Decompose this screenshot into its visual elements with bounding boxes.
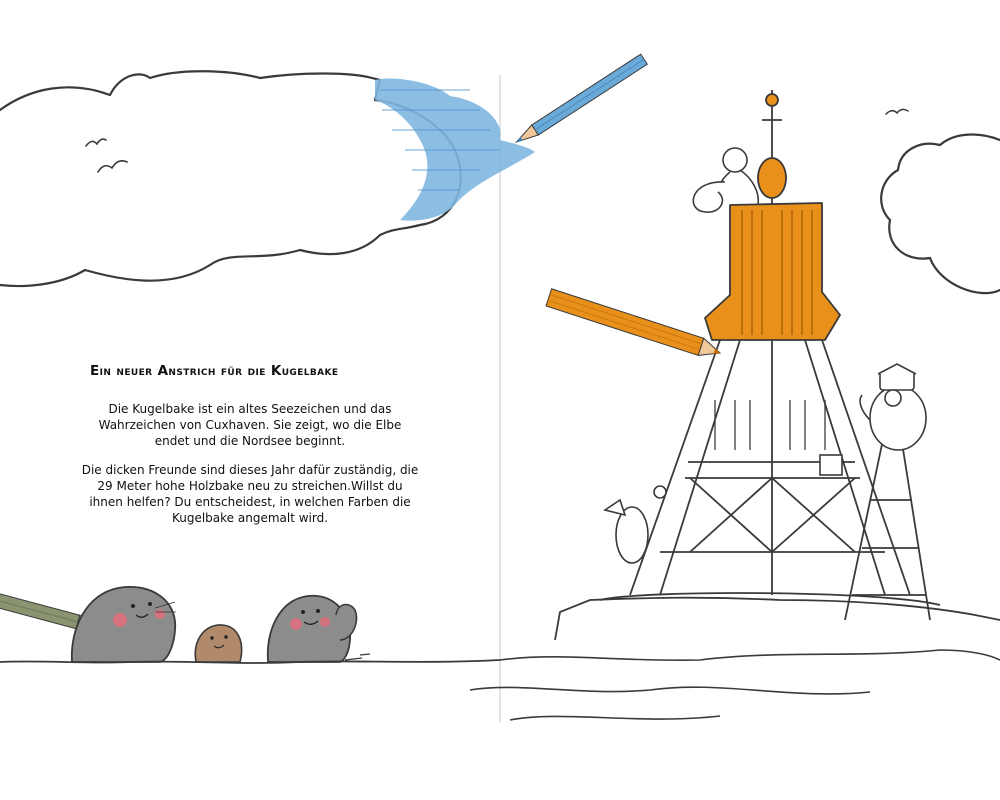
pencil-icon (513, 54, 647, 147)
intro-paragraph: Die Kugelbake ist ein altes Seezeichen und das Wahrzeichen von Cuxhaven. Sie zeigt, wo die Elbe endet und die Nordsee beginnt. (98, 402, 402, 448)
pencil-icon (546, 289, 723, 362)
page-title: Ein neuer Anstrich für die Kugelbake (90, 363, 339, 379)
cloud-icon (0, 71, 535, 286)
cloud-icon (881, 135, 1000, 294)
water-line (470, 650, 1000, 720)
bird-icon (86, 139, 127, 172)
ladder-icon (845, 430, 930, 620)
beacon-icon (600, 90, 940, 605)
task-paragraph: Die dicken Freunde sind dieses Jahr dafür zuständig, die 29 Meter hohe Holzbake neu zu streichen.Willst du ihnen helfen? Du entscheidest, in welchen Farben die Kugelbake angemalt wird. (81, 463, 419, 525)
seal-icon (72, 587, 357, 662)
bird-icon (886, 109, 908, 114)
